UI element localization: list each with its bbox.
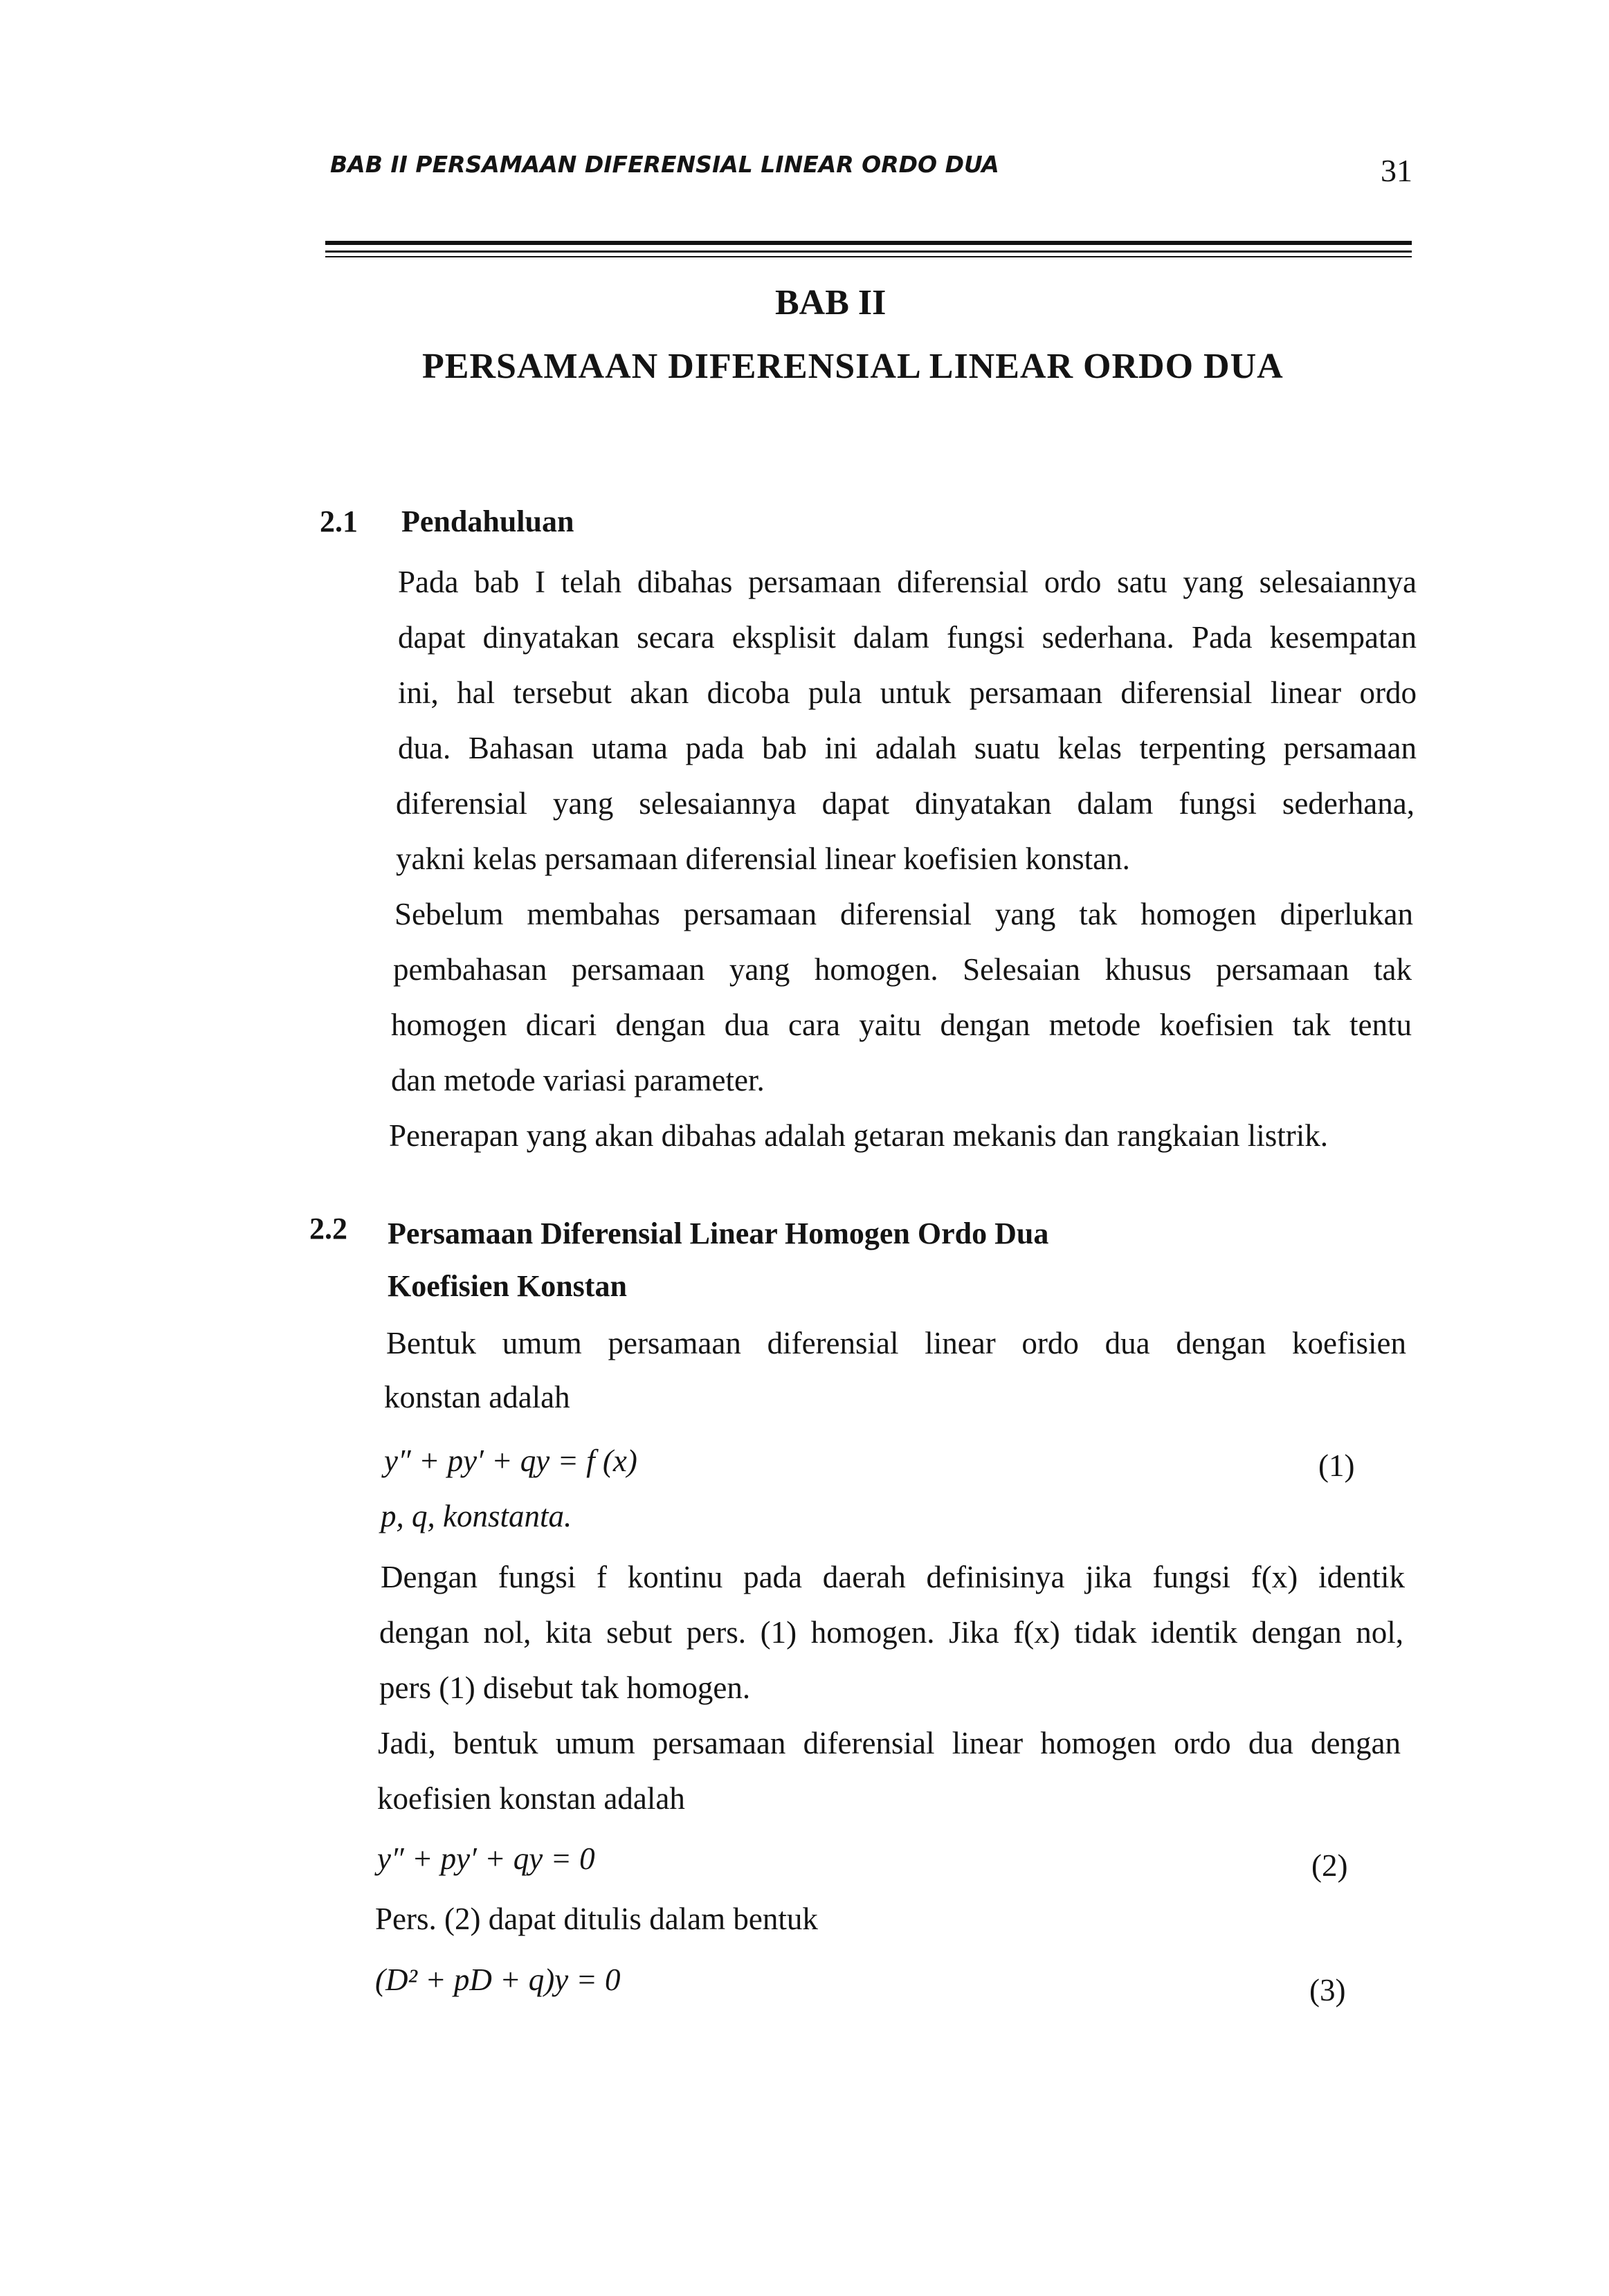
paragraph-line: dua. Bahasan utama pada bab ini adalah suatu kelas terpenting persamaan [398, 731, 1417, 765]
section-heading-pendahuluan: Pendahuluan [401, 504, 574, 538]
equation-3: (D² + pD + q)y = 0 [375, 1962, 621, 1997]
paragraph-line: Dengan fungsi f kontinu pada daerah definisinya jika fungsi f(x) identik [381, 1560, 1405, 1594]
paragraph-line: Pada bab I telah dibahas persamaan diferensial ordo satu yang selesaiannya [398, 565, 1417, 599]
chapter-title: PERSAMAAN DIFERENSIAL LINEAR ORDO DUA [422, 347, 1284, 386]
constants-note: p, q, konstanta. [381, 1499, 572, 1533]
paragraph-line: dengan nol, kita sebut pers. (1) homogen. Jika f(x) tidak identik dengan nol, [379, 1615, 1403, 1650]
header-rule-thin [325, 250, 1412, 253]
paragraph-line: Jadi, bentuk umum persamaan diferensial linear homogen ordo dua dengan [378, 1726, 1401, 1760]
paragraph-line: koefisien konstan adalah [377, 1781, 685, 1816]
section-number-2-1: 2.1 [320, 504, 358, 538]
page-number: 31 [1381, 153, 1412, 188]
paragraph-line: pers (1) disebut tak homogen. [379, 1670, 751, 1705]
paragraph-line: Pers. (2) dapat ditulis dalam bentuk [375, 1902, 818, 1936]
equation-1: y″ + py′ + qy = f (x) [384, 1443, 637, 1478]
header-rule-thick [325, 241, 1412, 245]
paragraph-line: yakni kelas persamaan diferensial linear koefisien konstan. [396, 841, 1130, 876]
equation-number-3: (3) [1309, 1973, 1346, 2007]
paragraph-line: Sebelum membahas persamaan diferensial yang tak homogen diperlukan [394, 897, 1413, 931]
section-heading-line-2: Koefisien Konstan [388, 1269, 627, 1303]
header-rule-thin-2 [325, 256, 1412, 257]
running-header: BAB II PERSAMAAN DIFERENSIAL LINEAR ORDO DUA [330, 151, 999, 178]
paragraph-line: Penerapan yang akan dibahas adalah getaran mekanis dan rangkaian listrik. [389, 1118, 1328, 1153]
paragraph-line: diferensial yang selesaiannya dapat dinyatakan dalam fungsi sederhana, [396, 786, 1415, 821]
paragraph-line: homogen dicari dengan dua cara yaitu dengan metode koefisien tak tentu [391, 1008, 1412, 1042]
section-heading-line-1: Persamaan Diferensial Linear Homogen Ordo Dua [388, 1217, 1049, 1250]
section-number-2-2: 2.2 [309, 1212, 347, 1246]
equation-number-2: (2) [1311, 1848, 1348, 1883]
paragraph-line: dapat dinyatakan secara eksplisit dalam fungsi sederhana. Pada kesempatan [398, 620, 1417, 655]
paragraph-line: Bentuk umum persamaan diferensial linear ordo dua dengan koefisien [386, 1326, 1406, 1360]
chapter-label: BAB II [775, 283, 887, 322]
equation-number-1: (1) [1318, 1448, 1355, 1483]
paragraph-line: konstan adalah [384, 1380, 570, 1414]
paragraph-line: ini, hal tersebut akan dicoba pula untuk persamaan diferensial linear ordo [398, 675, 1417, 710]
paragraph-line: dan metode variasi parameter. [391, 1063, 765, 1097]
equation-2: y″ + py′ + qy = 0 [377, 1841, 595, 1876]
paragraph-line: pembahasan persamaan yang homogen. Selesaian khusus persamaan tak [393, 952, 1412, 987]
